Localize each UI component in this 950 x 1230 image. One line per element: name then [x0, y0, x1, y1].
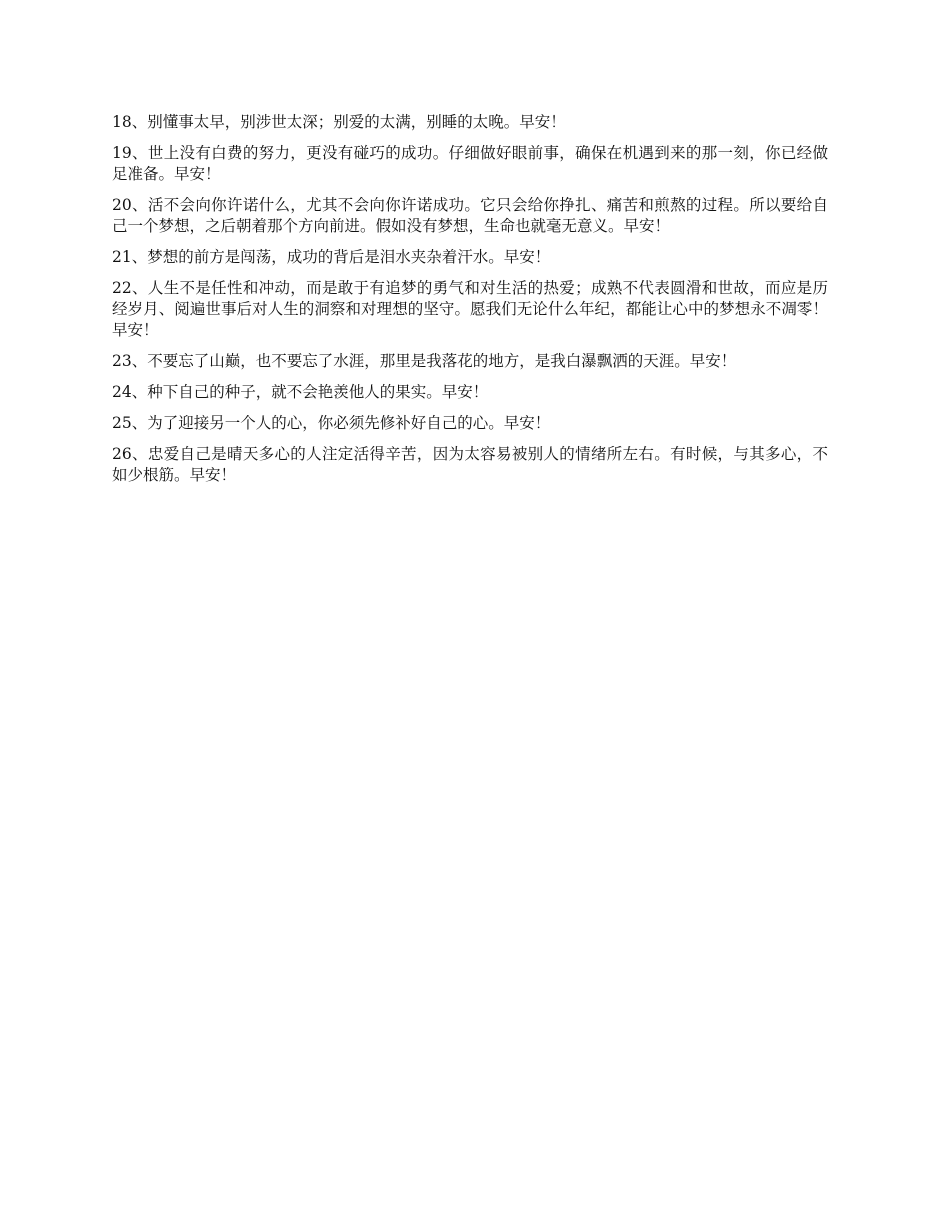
paragraph-25: 25、为了迎接另一个人的心，你必须先修补好自己的心。早安！ — [112, 414, 551, 432]
paragraph-19: 19、世上没有白费的努力，更没有碰巧的成功。仔细做好眼前事，确保在机遇到来的那一刻，你已经做足准备。早安！ — [112, 144, 828, 183]
document-body — [112, 112, 828, 496]
paragraph-22: 22、人生不是任性和冲动，而是敢于有追梦的勇气和对生活的热爱；成熟不代表圆滑和世故，而应是历经岁月、阅遍世事后对人生的洞察和对理想的坚守。愿我们无论什么年纪，都能让心中的梦想永不凋零！早安！ — [112, 279, 828, 339]
paragraph-23: 23、不要忘了山巅，也不要忘了水涯，那里是我落花的地方，是我白瀑飘洒的天涯。早安！ — [112, 352, 737, 370]
paragraph-20: 20、活不会向你许诺什么，尤其不会向你许诺成功。它只会给你挣扎、痛苦和煎熬的过程。所以要给自己一个梦想，之后朝着那个方向前进。假如没有梦想，生命也就毫无意义。早安！ — [112, 196, 828, 235]
paragraph-26: 26、忠爱自己是晴天多心的人注定活得辛苦，因为太容易被别人的情绪所左右。有时候，与其多心，不如少根筋。早安！ — [112, 445, 828, 484]
paragraph-21: 21、梦想的前方是闯荡，成功的背后是泪水夹杂着汗水。早安！ — [112, 248, 551, 266]
paragraph-18: 18、别懂事太早，别涉世太深；别爱的太满，别睡的太晚。早安！ — [112, 113, 566, 131]
paragraph-24: 24、种下自己的种子，就不会艳羡他人的果实。早安！ — [112, 383, 489, 401]
